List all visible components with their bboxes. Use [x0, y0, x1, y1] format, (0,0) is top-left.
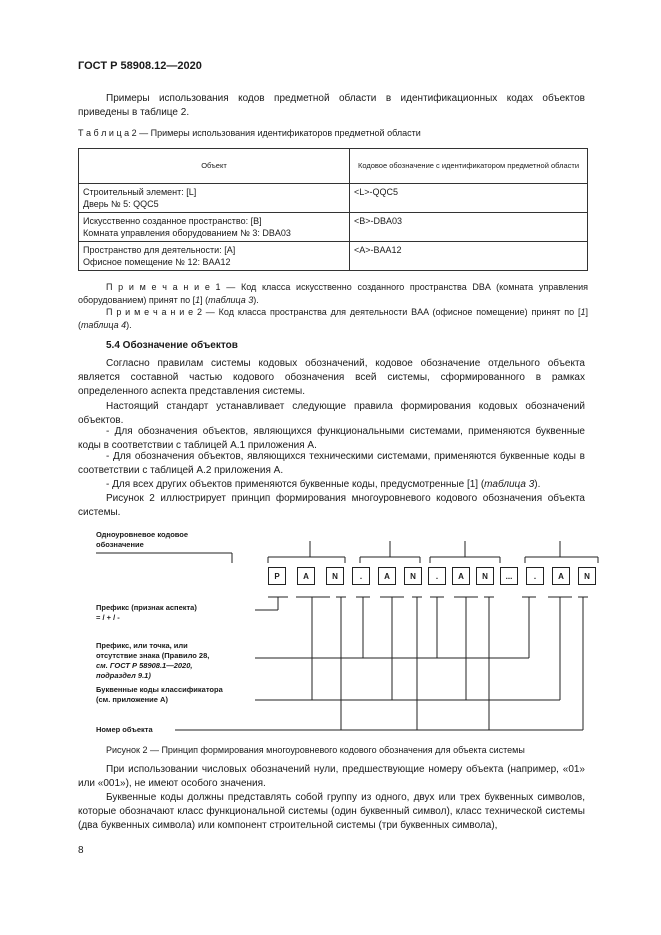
figure-label-single-level: Одноуровневое кодовое обозначение	[96, 530, 189, 549]
paragraph-8: Буквенные коды должны представлять собой группу из одного, двух или трех буквенных символов, которые обозначают класс функциональной системы (один буквенный символ), класс технической системы (два буквенных символа) или компонент строительной системы (три буквенных символа),	[78, 792, 585, 831]
figure-label-object-number: Номер объекта	[96, 725, 153, 734]
table-header-object: Объект	[79, 149, 350, 184]
paragraph-1: Согласно правилам системы кодовых обозначений, кодовое обозначение отдельного объекта является составной частью кодового обозначения всей системы, сформированного в рамках определенного аспекта представления системы.	[78, 358, 585, 397]
code-box: P	[268, 567, 286, 585]
section-title: 5.4 Обозначение объектов	[106, 340, 238, 351]
code-box: N	[326, 567, 344, 585]
paragraph-6: Рисунок 2 иллюстрирует принцип формирования многоуровневого кодового обозначения объекта системы.	[78, 493, 585, 518]
table-cell: Дверь № 5: QQC5	[83, 199, 159, 209]
table-cell: Комната управления оборудованием № 3: DBA03	[83, 228, 291, 238]
table-cell: Строительный элемент: [L]	[83, 187, 197, 197]
code-box: .	[352, 567, 370, 585]
paragraph-7: При использовании числовых обозначений нули, предшествующие номеру объекта (например, «01» или «001»), не имеют особого значения.	[78, 764, 585, 789]
table-cell: <B>-DBA03	[350, 213, 588, 242]
figure-caption: Рисунок 2 — Принцип формирования многоуровневого кодового обозначения для объекта системы	[106, 745, 525, 755]
table-header-code: Кодовое обозначение с идентификатором предметной области	[350, 149, 588, 184]
figure-label-prefix: Префикс (признак аспекта) = / + / -	[96, 603, 197, 622]
paragraph-3: - Для обозначения объектов, являющихся функциональными системами, применяются буквенные коды в соответствии с таблицей А.1 приложения А.	[78, 426, 585, 451]
table-caption: Т а б л и ц а 2 — Примеры использования идентификаторов предметной области	[78, 128, 421, 138]
document-header: ГОСТ Р 58908.12—2020	[78, 60, 202, 72]
code-box: ...	[500, 567, 518, 585]
note-1: П р и м е ч а н и е 1 — Код класса искусственно созданного пространства DBA (комната управления оборудованием) принят по [1] (таблица 3).	[78, 282, 588, 305]
paragraph-4: - Для обозначения объектов, являющихся техническими системами, применяются буквенные коды в соответствии с таблицей А.2 приложения А.	[78, 451, 585, 476]
table-cell: Пространство для деятельности: [A]	[83, 245, 236, 255]
table-cell: <A>-BAA12	[350, 242, 588, 271]
figure-label-letter-codes: Буквенные коды классификатора (см. приложение А)	[96, 685, 223, 704]
note-2: П р и м е ч а н и е 2 — Код класса пространства для деятельности BAA (офисное помещение) принят по [1] (таблица 4).	[78, 307, 588, 330]
page-number: 8	[78, 845, 84, 856]
table-cell: <L>-QQC5	[350, 184, 588, 213]
code-box: A	[552, 567, 570, 585]
code-box: N	[476, 567, 494, 585]
paragraph-2: Настоящий стандарт устанавливает следующие правила формирования кодовых обозначений объектов.	[78, 401, 585, 426]
table-cell: Искусственно созданное пространство: [B]	[83, 216, 262, 226]
code-box: .	[428, 567, 446, 585]
code-box: N	[404, 567, 422, 585]
code-box: .	[526, 567, 544, 585]
code-box: N	[578, 567, 596, 585]
table-cell: Офисное помещение № 12: BAA12	[83, 257, 231, 267]
intro-paragraph: Примеры использования кодов предметной области в идентификационных кодах объектов приведены в таблице 2.	[78, 93, 585, 118]
code-box: A	[452, 567, 470, 585]
code-box: A	[378, 567, 396, 585]
paragraph-5: - Для всех других объектов применяются буквенные коды, предусмотренные [1] (таблица 3).	[106, 479, 541, 490]
code-box: A	[297, 567, 315, 585]
figure-label-prefix-dot: Префикс, или точка, или отсутствие знака (Правило 28, см. ГОСТ Р 58908.1—2020, подраздел 9.1)	[96, 641, 210, 680]
